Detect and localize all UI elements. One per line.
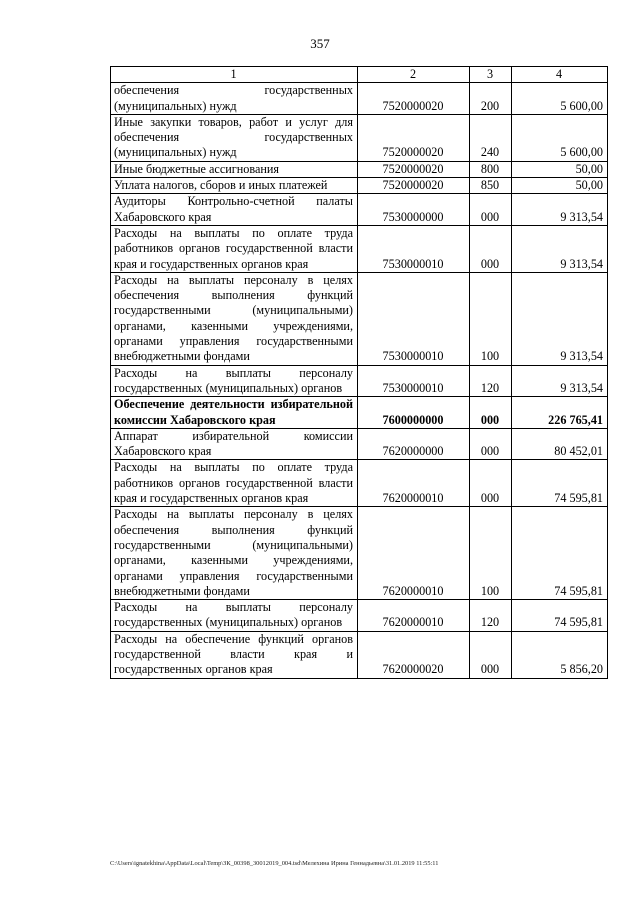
table-row (111, 83, 608, 115)
row-name-cell: Аппарат избирательной комиссии Хабаровского края (111, 428, 358, 460)
table-row (111, 272, 608, 365)
row-sum-cell: 5 856,20 (512, 631, 608, 678)
table-row (111, 161, 608, 177)
row-type-cell: 100 (470, 507, 512, 600)
table-row (111, 507, 608, 600)
row-code-cell: 7520000020 (358, 83, 470, 115)
row-type-cell: 000 (470, 397, 512, 429)
row-code-cell: 7520000020 (358, 114, 470, 161)
table-row (111, 178, 608, 194)
row-code-cell: 7530000000 (358, 194, 470, 226)
row-code-cell: 7520000020 (358, 178, 470, 194)
row-sum-cell: 50,00 (512, 161, 608, 177)
file-path-footer: C:\Users\ignatekhina\AppData\Local\Temp\ЗК_00398_30012019_004.tsd\Мелехина Ирина Геннадьевна\31.01.2019 11:55:11 (110, 860, 439, 867)
row-code-cell: 7620000010 (358, 600, 470, 632)
row-code-cell: 7620000000 (358, 428, 470, 460)
row-type-cell: 850 (470, 178, 512, 194)
row-type-cell: 000 (470, 194, 512, 226)
row-code-cell: 7620000010 (358, 460, 470, 507)
row-name-cell: Иные бюджетные ассигнования (111, 161, 358, 177)
row-name-cell: Расходы на выплаты по оплате труда работников органов государственной власти края и государственных органов края (111, 225, 358, 272)
row-type-cell: 000 (470, 631, 512, 678)
column-header-code: 2 (358, 67, 470, 83)
row-sum-cell: 80 452,01 (512, 428, 608, 460)
row-sum-cell: 9 313,54 (512, 194, 608, 226)
table-row (111, 194, 608, 226)
table-row (111, 114, 608, 161)
row-sum-cell: 50,00 (512, 178, 608, 194)
column-header-type: 3 (470, 67, 512, 83)
row-name-cell: Аудиторы Контрольно-счетной палаты Хабаровского края (111, 194, 358, 226)
table-row (111, 600, 608, 632)
row-sum-cell: 5 600,00 (512, 83, 608, 115)
table-row (111, 428, 608, 460)
row-sum-cell: 74 595,81 (512, 460, 608, 507)
table-row (111, 397, 608, 429)
row-sum-cell: 226 765,41 (512, 397, 608, 429)
table-body (111, 83, 608, 678)
row-name-cell: Расходы на обеспечение функций органов государственной власти края и государственных органов края (111, 631, 358, 678)
row-type-cell: 100 (470, 272, 512, 365)
row-type-cell: 240 (470, 114, 512, 161)
row-code-cell: 7620000020 (358, 631, 470, 678)
row-name-cell: Уплата налогов, сборов и иных платежей (111, 178, 358, 194)
row-name-cell: Расходы на выплаты персоналу государственных (муниципальных) органов (111, 600, 358, 632)
row-code-cell: 7530000010 (358, 365, 470, 397)
row-sum-cell: 9 313,54 (512, 365, 608, 397)
row-type-cell: 000 (470, 225, 512, 272)
row-sum-cell: 9 313,54 (512, 272, 608, 365)
row-code-cell: 7520000020 (358, 161, 470, 177)
table-row (111, 460, 608, 507)
table-row (111, 225, 608, 272)
row-sum-cell: 9 313,54 (512, 225, 608, 272)
row-code-cell: 7600000000 (358, 397, 470, 429)
row-type-cell: 800 (470, 161, 512, 177)
table-row (111, 365, 608, 397)
row-type-cell: 000 (470, 460, 512, 507)
row-sum-cell: 5 600,00 (512, 114, 608, 161)
row-type-cell: 000 (470, 428, 512, 460)
row-type-cell: 120 (470, 600, 512, 632)
row-type-cell: 200 (470, 83, 512, 115)
row-name-cell: Обеспечение деятельности избирательной комиссии Хабаровского края (111, 397, 358, 429)
row-type-cell: 120 (470, 365, 512, 397)
row-name-cell: Расходы на выплаты персоналу в целях обеспечения выполнения функций государственными (муниципальными) органами, казенными учреждениями, органами управления государственными внебюджетными фондами (111, 272, 358, 365)
column-header-name: 1 (111, 67, 358, 83)
row-name-cell: обеспечения государственных (муниципальных) нужд (111, 83, 358, 115)
budget-table (110, 66, 608, 679)
row-name-cell: Расходы на выплаты персоналу в целях обеспечения выполнения функций государственными (муниципальными) органами, казенными учреждениями, органами управления государственными внебюджетными фондами (111, 507, 358, 600)
row-code-cell: 7530000010 (358, 272, 470, 365)
row-name-cell: Расходы на выплаты персоналу государственных (муниципальных) органов (111, 365, 358, 397)
column-header-sum: 4 (512, 67, 608, 83)
row-name-cell: Расходы на выплаты по оплате труда работников органов государственной власти края и государственных органов края (111, 460, 358, 507)
row-sum-cell: 74 595,81 (512, 507, 608, 600)
row-code-cell: 7620000010 (358, 507, 470, 600)
row-sum-cell: 74 595,81 (512, 600, 608, 632)
table-header-row (111, 67, 608, 83)
row-code-cell: 7530000010 (358, 225, 470, 272)
table-row (111, 631, 608, 678)
row-name-cell: Иные закупки товаров, работ и услуг для обеспечения государственных (муниципальных) нужд (111, 114, 358, 161)
page-number: 357 (310, 36, 330, 51)
